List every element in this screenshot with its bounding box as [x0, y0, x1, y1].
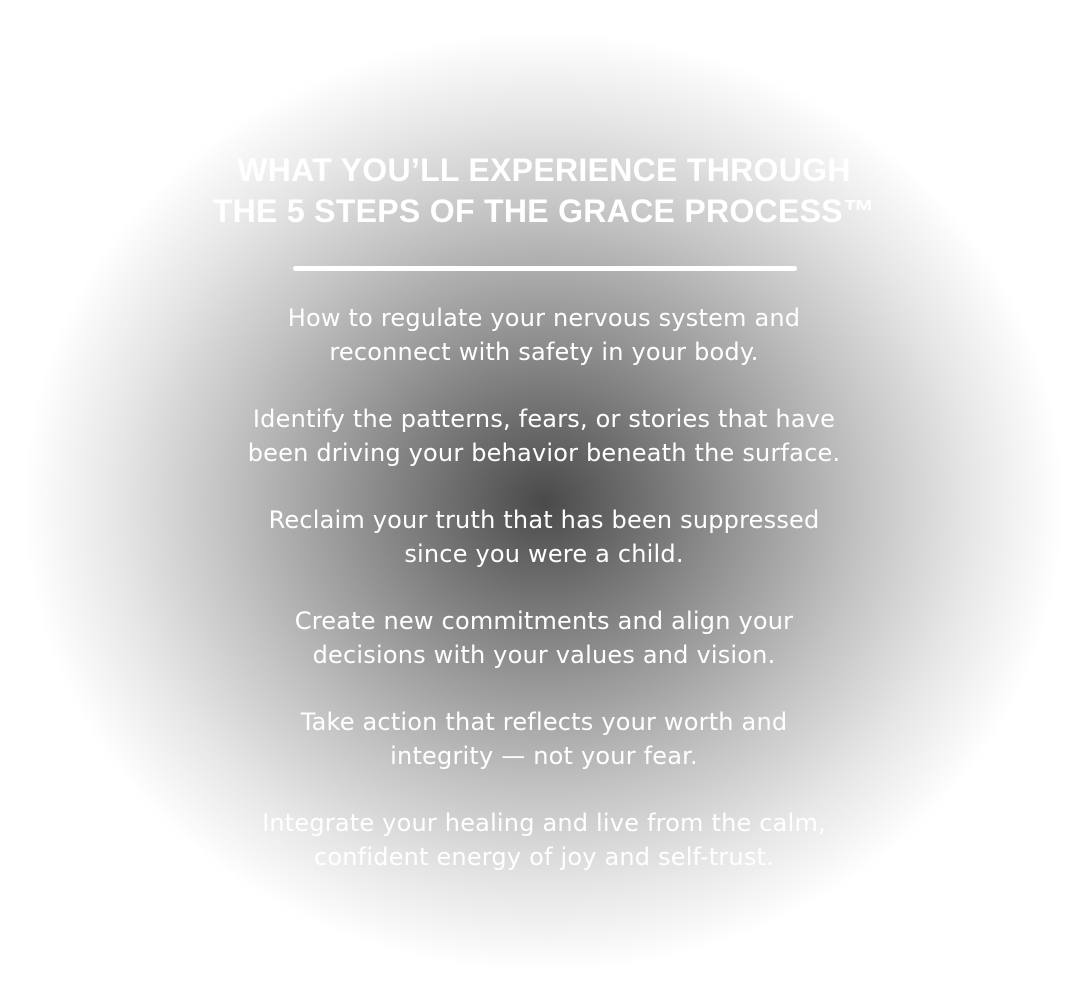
benefit-line-2: decisions with your values and vision. — [312, 641, 776, 669]
benefit-line-2: since you were a child. — [404, 540, 684, 568]
benefit-item — [0, 705, 1088, 773]
benefits-list — [0, 301, 1088, 907]
benefit-line-1: How to regulate your nervous system and — [287, 304, 801, 332]
section-heading — [0, 150, 1088, 232]
benefit-item — [0, 301, 1088, 369]
benefit-line-2: integrity — not your fear. — [390, 742, 698, 770]
benefit-line-1: Create new commitments and align your — [294, 607, 794, 635]
benefit-line-2: reconnect with safety in your body. — [329, 338, 759, 366]
heading-divider — [293, 266, 797, 271]
benefit-item — [0, 503, 1088, 571]
benefit-line-2: been driving your behavior beneath the surface. — [247, 439, 841, 467]
benefit-line-1: Reclaim your truth that has been suppressed — [268, 506, 820, 534]
benefit-line-1: Integrate your healing and live from the calm, — [262, 809, 826, 837]
benefit-item — [0, 604, 1088, 672]
benefit-line-1: Take action that reflects your worth and — [300, 708, 788, 736]
heading-line-1: WHAT YOU’LL EXPERIENCE THROUGH — [237, 152, 851, 188]
benefit-item — [0, 402, 1088, 470]
benefit-line-1: Identify the patterns, fears, or stories that have — [252, 405, 836, 433]
heading-line-2: THE 5 STEPS OF THE GRACE PROCESS™ — [212, 193, 876, 229]
benefit-item — [0, 806, 1088, 874]
benefit-line-2: confident energy of joy and self-trust. — [313, 843, 774, 871]
